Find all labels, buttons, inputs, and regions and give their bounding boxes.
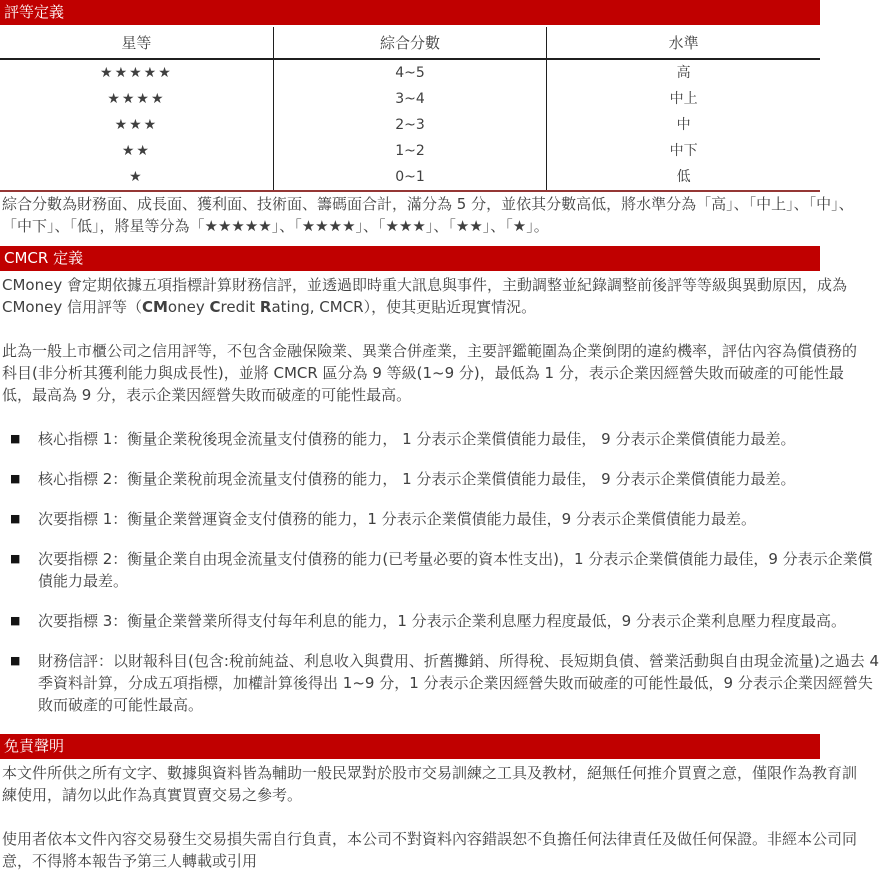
bullet-square-icon: ■ xyxy=(10,432,21,445)
bullet-text: 核心指標 2：衡量企業稅前現金流量支付債務的能力， 1 分表示企業償債能力最佳， 9 分表示企業償債能力最差。 xyxy=(38,470,796,488)
cmcr-intro-paragraph: CMoney 會定期依據五項指標計算財務信評，並透過即時重大訊息與事件，主動調整並紀錄調整前後評等等級與異動原因，成為 CMoney 信用評等（CMoney Credit Rating, CMCR），使其更貼近現實情況。 xyxy=(2,276,847,316)
level-cell: 中 xyxy=(676,117,691,133)
disclaimer-paragraph-1: 本文件所供之所有文字、數據與資料皆為輔助一般民眾對於股市交易訓練之工具及教材，絕無任何推介買賣之意，僅限作為教育訓練使用，請勿以此作為真實買賣交易之參考。 xyxy=(2,764,858,804)
rating-note-paragraph: 綜合分數為財務面、成長面、獲利面、技術面、籌碼面合計，滿分為 5 分，並依其分數高低，將水準分為「高」、「中上」、「中」、「中下」、「低」，將星等分為「★★★★★」、「★★★★」、「★★★」、「★★」、「★」。 xyxy=(2,195,854,235)
cmcr-indicator-list xyxy=(0,428,880,716)
score-cell: 1~2 xyxy=(273,138,546,164)
rating-table-header-row xyxy=(0,27,820,59)
column-header-score: 綜合分數 xyxy=(273,27,546,59)
level-cell: 低 xyxy=(547,164,820,191)
disclaimer-paragraph-2: 使用者依本文件內容交易發生交易損失需自行負責，本公司不對資料內容錯誤恕不負擔任何法律責任及做任何保證。非經本公司同意，不得將本報告予第三人轉載或引用 xyxy=(2,830,858,870)
bullet-text: 次要指標 1：衡量企業營運資金支付債務的能力，1 分表示企業償債能力最佳，9 分表示企業償債能力最差。 xyxy=(38,510,756,528)
stars-cell: ★★ xyxy=(0,138,273,164)
bullet-square-icon: ■ xyxy=(10,654,21,667)
bullet-text: 次要指標 3：衡量企業營業所得支付每年利息的能力，1 分表示企業利息壓力程度最低，9 分表示企業利息壓力程度最高。 xyxy=(38,612,846,630)
score-cell: 0~1 xyxy=(273,164,546,191)
list-item xyxy=(0,428,880,450)
column-header-level: 水準 xyxy=(547,27,820,59)
table-row xyxy=(0,86,820,112)
stars-cell: ★★★★ xyxy=(0,86,273,112)
bullet-text: 次要指標 2：衡量企業自由現金流量支付債務的能力(已考量必要的資本性支出)，1 分表示企業償債能力最佳，9 分表示企業償債能力最差。 xyxy=(38,550,873,590)
table-row xyxy=(0,164,820,191)
level-cell: 高 xyxy=(676,65,691,81)
list-item xyxy=(0,508,880,530)
bullet-square-icon: ■ xyxy=(10,512,21,525)
bullet-text: 財務信評：以財報科目(包含:稅前純益、利息收入與費用、折舊攤銷、所得稅、長短期負債、營業活動與自由現金流量)之過去 4 季資料計算，分成五項指標，加權計算後得出 1~9 分，1 分表示企業因經營失敗而破產的可能性最低，9 分表示企業因經營失敗而破產的可能性最高。 xyxy=(38,652,880,714)
stars-cell: ★★★ xyxy=(0,112,273,138)
stars-cell: ★★★★★ xyxy=(0,59,273,86)
stars-cell: ★ xyxy=(0,164,273,191)
section-header-disclaimer xyxy=(0,734,820,759)
section-title: CMCR 定義 xyxy=(4,249,84,267)
list-item xyxy=(0,548,880,592)
score-cell: 4~5 xyxy=(273,59,546,86)
table-row xyxy=(0,59,820,86)
bullet-text: 核心指標 1：衡量企業稅後現金流量支付債務的能力， 1 分表示企業償債能力最佳， 9 分表示企業償債能力最差。 xyxy=(38,430,796,448)
score-cell: 2~3 xyxy=(273,112,546,138)
section-title: 免責聲明 xyxy=(4,737,65,755)
bullet-square-icon: ■ xyxy=(10,552,21,565)
list-item xyxy=(0,650,880,716)
table-row xyxy=(0,138,820,164)
rating-table xyxy=(0,27,820,192)
section-header-cmcr-definition xyxy=(0,246,820,271)
list-item xyxy=(0,610,880,632)
cmcr-scope-paragraph: 此為一般上市櫃公司之信用評等，不包含金融保險業、異業合併產業，主要評鑑範圍為企業倒閉的違約機率，評估內容為償債務的科目(非分析其獲利能力與成長性)，並將 CMCR 區分為 9 等級(1~9 分)，最低為 1 分，表示企業因經營失敗而破產的可能性最低，最高為 9 分，表示企業因經營失敗而破產的可能性最高。 xyxy=(2,342,858,404)
section-title: 評等定義 xyxy=(4,3,65,21)
bullet-square-icon: ■ xyxy=(10,472,21,485)
column-header-stars: 星等 xyxy=(0,27,273,59)
section-header-rating-definition xyxy=(0,0,820,25)
level-cell: 中上 xyxy=(669,91,698,107)
score-cell: 3~4 xyxy=(273,86,546,112)
bullet-square-icon: ■ xyxy=(10,614,21,627)
list-item xyxy=(0,468,880,490)
table-row xyxy=(0,112,820,138)
level-cell: 中下 xyxy=(669,143,698,159)
